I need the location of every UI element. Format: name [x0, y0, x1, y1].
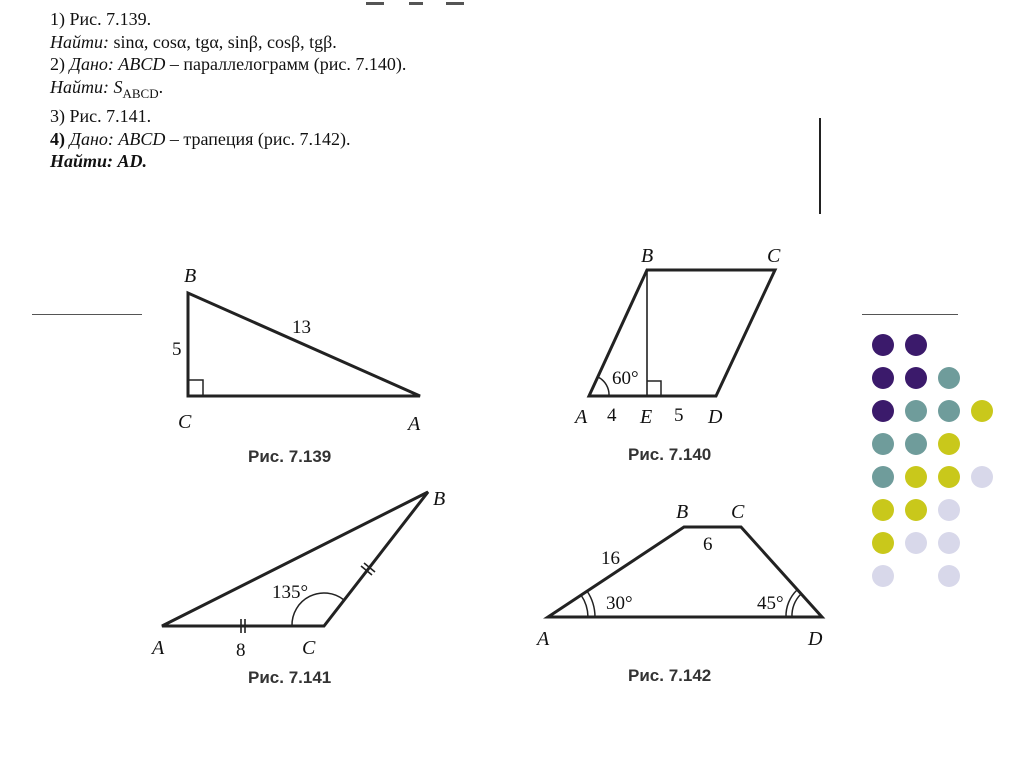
angle-a-value: 30° — [606, 593, 633, 614]
figure-7-139 — [188, 293, 420, 396]
vertex-b-label: B — [641, 245, 654, 267]
segment-ae-length: 4 — [607, 405, 617, 426]
angle-d-value: 45° — [757, 593, 784, 614]
segment-ed-length: 5 — [674, 405, 684, 426]
decorative-dot — [905, 334, 927, 356]
vertex-b-label: B — [184, 265, 197, 287]
decorative-dot — [872, 433, 894, 455]
decorative-dot — [905, 433, 927, 455]
caption-7-139: Рис. 7.139 — [248, 447, 332, 466]
vertex-d-label: D — [808, 628, 823, 650]
decorative-dot — [872, 367, 894, 389]
decorative-dot — [938, 400, 960, 422]
decorative-dot — [872, 466, 894, 488]
right-angle-mark — [647, 381, 661, 396]
find-label: Найти: — [50, 76, 109, 97]
angle-a-value: 60° — [612, 368, 639, 389]
vertex-e-label: E — [640, 406, 653, 428]
caption-7-141: Рис. 7.141 — [248, 668, 332, 687]
task-1-find-text: sinα, cosα, tgα, sinβ, cosβ, tgβ. — [113, 31, 337, 52]
task-2-given-text: – параллелограмм (рис. 7.140). — [169, 54, 407, 74]
angle-a-arc-1 — [581, 595, 588, 617]
side-ab-length: 16 — [601, 548, 620, 569]
vertex-a-label: A — [537, 628, 550, 650]
side-ac-length: 8 — [236, 640, 246, 661]
decorative-dot — [905, 367, 927, 389]
caption-7-142: Рис. 7.142 — [628, 666, 712, 685]
decorative-dot — [971, 466, 993, 488]
task-1-line-1: 1) Рис. 7.139. — [50, 9, 152, 29]
decorative-dot — [905, 466, 927, 488]
vertex-c-label: C — [178, 411, 192, 433]
task-2-end: . — [158, 76, 164, 97]
vertex-b-label: B — [676, 501, 689, 523]
figure-7-141 — [162, 492, 428, 633]
decorative-dot — [872, 532, 894, 554]
angle-d-arc-1 — [792, 594, 801, 617]
decorative-dot — [938, 532, 960, 554]
decorative-dot — [938, 565, 960, 587]
vertex-c-label: C — [731, 501, 745, 523]
decorative-dot — [872, 565, 894, 587]
side-bc-length: 5 — [172, 339, 182, 360]
task-4-given-text: – трапеция (рис. 7.142). — [169, 128, 351, 149]
task-4-line-2: Найти: AD. — [50, 151, 148, 171]
decorative-dot — [971, 400, 993, 422]
decorative-dot — [905, 499, 927, 521]
given-label: Дано: ABCD — [69, 54, 166, 74]
triangle-acb — [162, 492, 428, 626]
vertex-b-label: B — [433, 488, 446, 510]
task-3-line: 3) Рис. 7.141. — [50, 106, 152, 126]
angle-a-arc — [598, 377, 609, 396]
vertex-c-label: C — [302, 637, 316, 659]
decorative-dot — [905, 400, 927, 422]
decorative-dot — [872, 499, 894, 521]
decorative-dot — [938, 367, 960, 389]
vertex-c-label: C — [767, 245, 781, 267]
decorative-dot — [938, 433, 960, 455]
right-angle-mark — [188, 380, 203, 396]
decorative-dot — [938, 466, 960, 488]
side-ab-length: 13 — [292, 317, 311, 338]
given-label: Дано: ABCD — [69, 128, 166, 149]
task-2-number: 2) — [50, 54, 65, 74]
task-4-number: 4) — [50, 128, 65, 149]
side-bc-length: 6 — [703, 534, 713, 555]
angle-c-value: 135° — [272, 582, 309, 603]
triangle-abc — [188, 293, 420, 396]
vertex-d-label: D — [708, 406, 723, 428]
vertex-a-label: A — [575, 406, 588, 428]
vertex-a-label: A — [408, 413, 421, 435]
decorative-dot — [938, 499, 960, 521]
caption-7-140: Рис. 7.140 — [628, 445, 712, 464]
find-label: Найти: — [50, 31, 109, 52]
decorative-dot — [905, 532, 927, 554]
area-symbol: S — [113, 76, 123, 97]
area-subscript: ABCD — [122, 85, 159, 101]
decorative-dot — [872, 400, 894, 422]
vertex-a-label: A — [152, 637, 165, 659]
decorative-dot — [872, 334, 894, 356]
